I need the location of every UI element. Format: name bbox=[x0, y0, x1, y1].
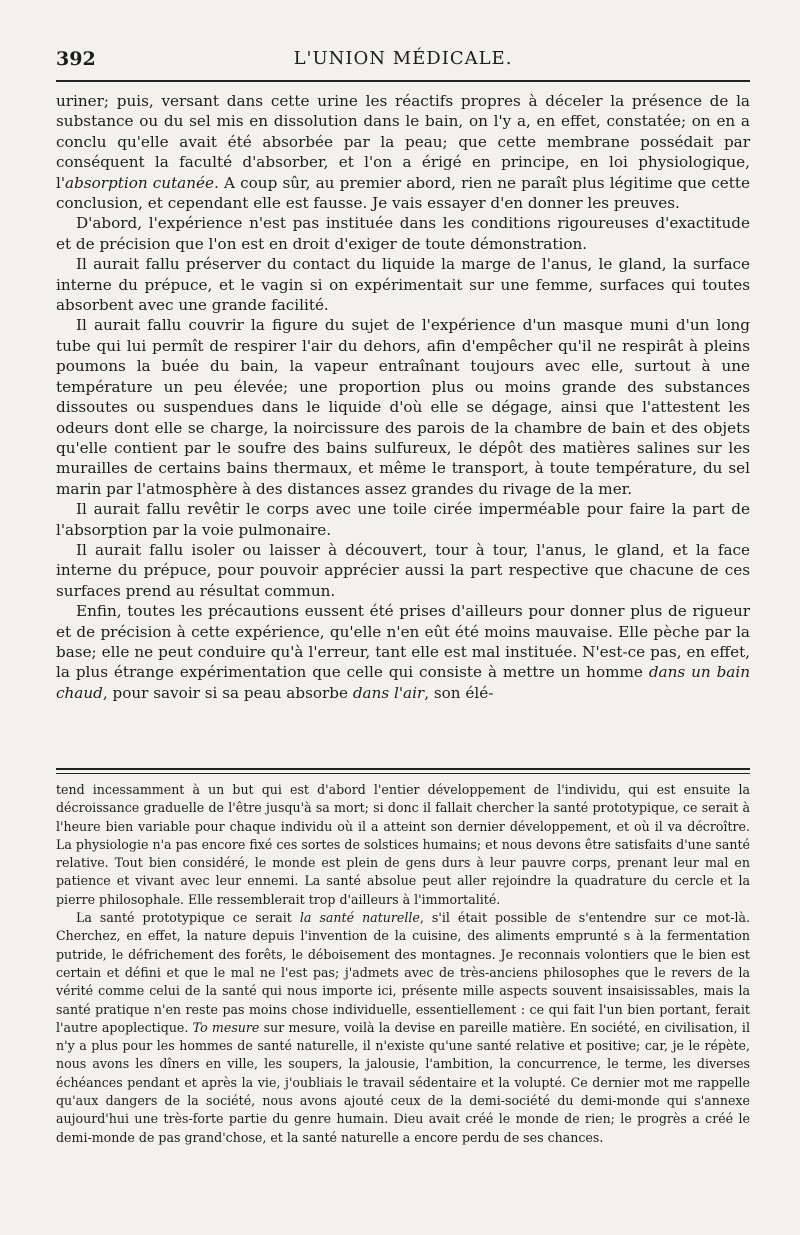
main-paragraph-5: Il aurait fallu revêtir le corps avec une toile cirée imperméable pour faire la part de l'absorption par la voie pulmonaire. bbox=[56, 500, 750, 539]
main-paragraph-3: Il aurait fallu préserver du contact du liquide la marge de l'anus, le gland, la surface interne du prépuce, et le vagin si on expérimentait sur une femme, surfaces qui toutes absorbent avec une grande facilité. bbox=[56, 255, 750, 315]
page-header bbox=[56, 48, 750, 78]
page-number: 392 bbox=[56, 48, 96, 70]
footnote bbox=[56, 781, 750, 1147]
header-rule bbox=[56, 80, 750, 82]
main-paragraph-6: Il aurait fallu isoler ou laisser à découvert, tour à tour, l'anus, le gland, et la face interne du prépuce, pour pouvoir apprécier aussi la part respective que chacune de ces surfaces prend au résultat commun. bbox=[56, 540, 750, 600]
footnote-paragraph-1: tend incessamment à un but qui est d'abord l'entier développement de l'individu, qui est ensuite la décroissance graduelle de l'être jusqu'à sa mort; si donc il fallait chercher la santé prototypique, ce serait à l'heure bien variable pour chaque individu où il a atteint son dernier développement, et où il va décroître. La physiologie n'a pas encore fixé ces sortes de solstices humains; et nous devons être satisfaits d'une santé relative. Tout bien considéré, le monde est plein de gens durs à leur pauvre corps, prenant leur mal en patience et vivant avec leur ennemi. La santé absolue peut aller rejoindre la quadrature du cercle et la pierre philosophale. Elle ressemblerait trop d'ailleurs à l'immortalité. bbox=[56, 782, 750, 907]
main-paragraph-7: Enfin, toutes les précautions eussent été prises d'ailleurs pour donner plus de rigueur et de précision à cette expérience, qu'elle n'en eût été moins mauvaise. Elle pèche par la base; elle ne peut conduire qu'à l'erreur, tant elle est mal instituée. N'est-ce pas, en effet, la plus étrange expérimentation que celle qui consiste à mettre un homme dans un bain chaud, pour savoir si sa peau absorbe dans l'air, son élé- bbox=[56, 602, 750, 702]
main-paragraph-2: D'abord, l'expérience n'est pas instituée dans les conditions rigoureuses d'exactitude et de précision que l'on est en droit d'exiger de toute démonstration. bbox=[56, 214, 750, 253]
main-text bbox=[56, 91, 750, 703]
footnote-paragraph-2: La santé prototypique ce serait la santé naturelle, s'il était possible de s'entendre sur ce mot-là. Cherchez, en effet, la nature depuis l'invention de la cuisine, des aliments emprunté s à la fermentation putride, le défrichement des forêts, le déboisement des montagnes. Je reconnais volontiers que le bien est certain et défini et que le mal ne l'est pas; j'admets avec de très-anciens philosophes que le revers de la vérité comme celui de la santé qui nous importe ici, présente mille aspects souvent insaisissables, mais la santé pratique n'en reste pas moins chose individuelle, essentiellement : ce qui fait l'un bien portant, ferait l'autre apoplectique. To mesure sur mesure, voilà la devise en pareille matière. En société, en civilisation, il n'y a plus pour les hommes de santé naturelle, il n'existe qu'une santé relative et positive; car, je le répète, nous avons les dîners en ville, les soupers, la jalousie, l'ambition, la concurrence, le terme, les diverses échéances pendant et après la vie, j'oubliais le travail sédentaire et la volupté. Ce dernier mot me rappelle qu'aux dangers de la société, nous avons ajouté ceux de la demi-société du demi-monde qui s'annexe aujourd'hui une très-forte partie du genre humain. Dieu avait créé le monde de rien; le progrès a créé le demi-monde de pas grand'chose, et la santé naturelle a encore perdu de ses chances. bbox=[56, 910, 750, 1145]
running-title: L'UNION MÉDICALE. bbox=[293, 48, 513, 69]
footnote-separator bbox=[56, 768, 750, 774]
main-paragraph-1: uriner; puis, versant dans cette urine les réactifs propres à déceler la présence de la substance ou du sel mis en dissolution dans le bain, on l'y a, en effet, constatée; on en a conclu qu'elle avait été absorbée par la peau; que cette membrane possédait par conséquent la faculté d'absorber, et l'on a érigé en principe, en loi physiologique, l'absorption cutanée. A coup sûr, au premier abord, rien ne paraît plus légitime que cette conclusion, et cependant elle est fausse. Je vais essayer d'en donner les preuves. bbox=[56, 92, 750, 213]
main-paragraph-4: Il aurait fallu couvrir la figure du sujet de l'expérience d'un masque muni d'un long tube qui lui permît de respirer l'air du dehors, afin d'empêcher qu'il ne respirât à pleins poumons la buée du bain, la vapeur entraînant toujours avec elle, surtout à une température un peu élevée; une proportion plus ou moins grande des substances dissoutes ou suspendues dans le liquide d'où elle se dégage, ainsi que l'attestent les odeurs dont elle se charge, la noircissure des parois de la chambre de bain et des objets qu'elle contient par le soufre des bains sulfureux, le dépôt des matières salines sur les murailles de certains bains thermaux, et même le transport, à toute température, du sel marin par l'atmosphère à des distances assez grandes du rivage de la mer. bbox=[56, 316, 750, 498]
